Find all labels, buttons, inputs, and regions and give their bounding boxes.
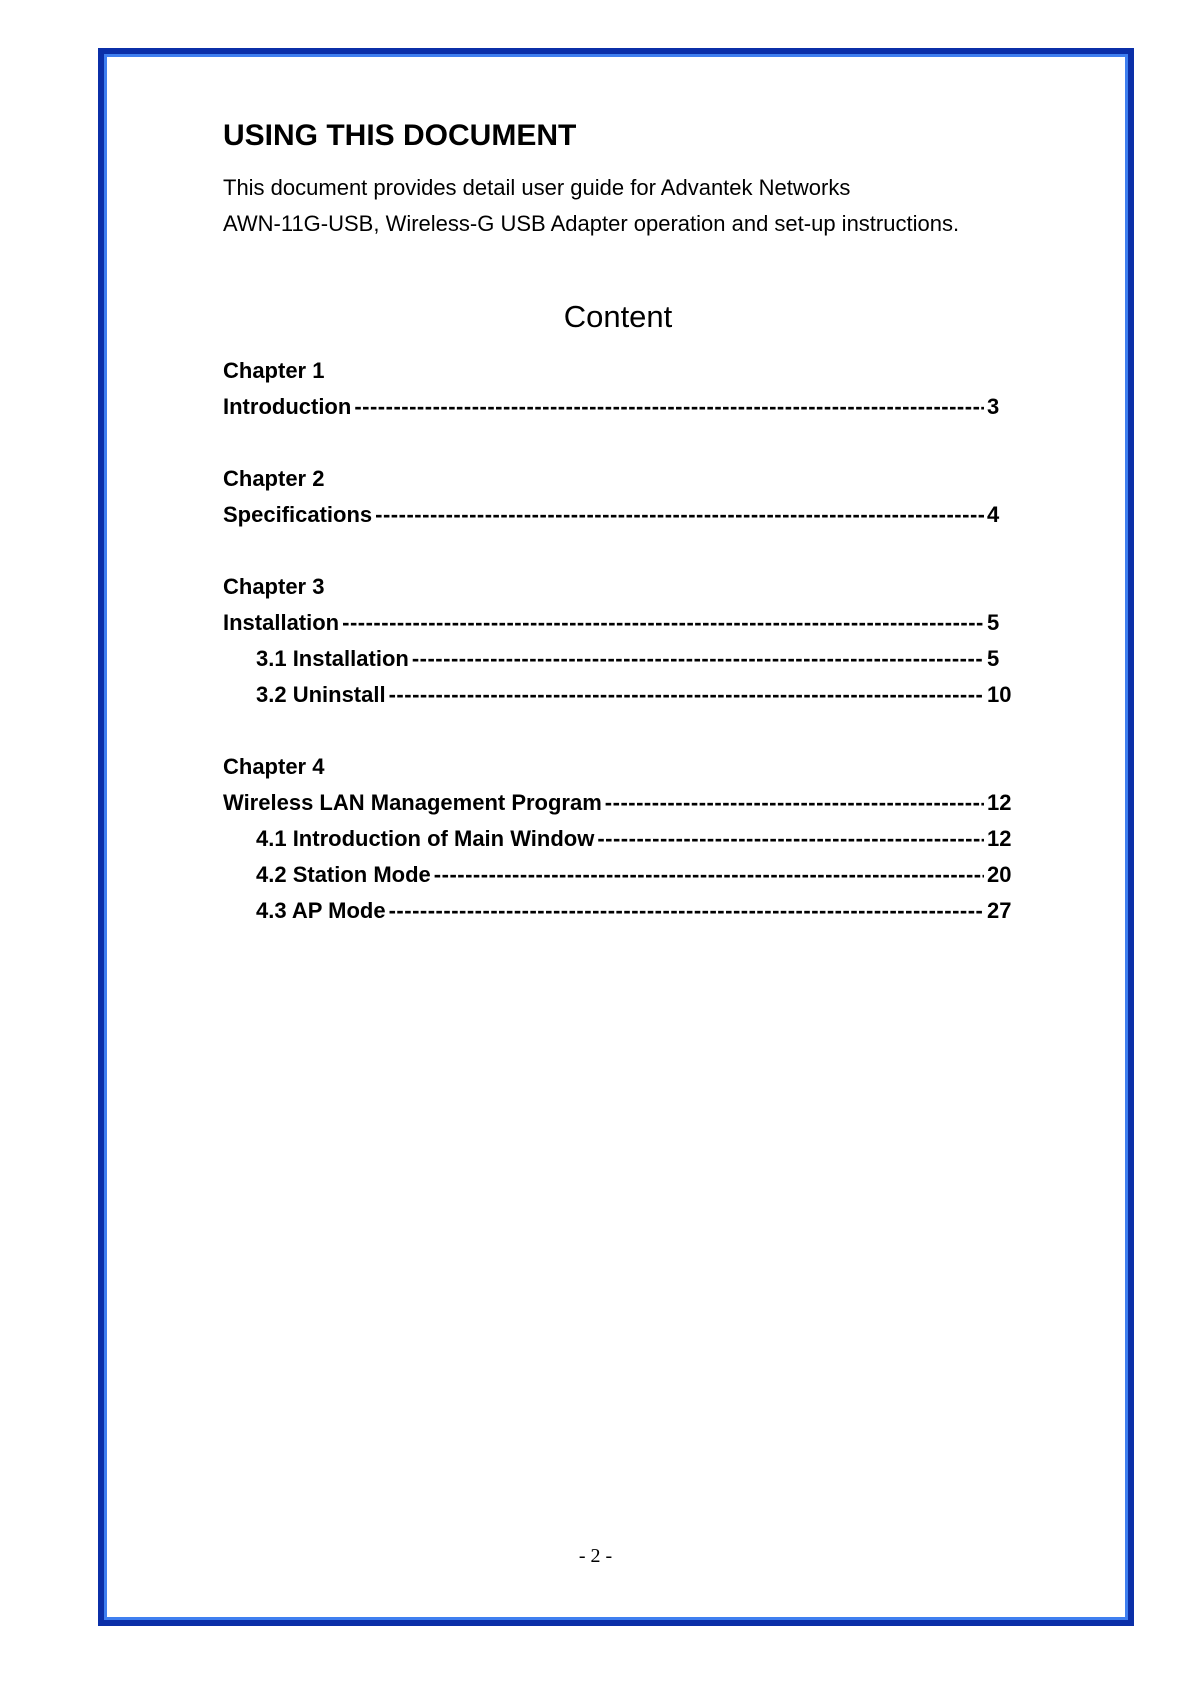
page-number: - 2 - (578, 1545, 613, 1567)
toc-entry[interactable] (223, 785, 1013, 821)
dot-leader (605, 785, 984, 821)
dot-leader (342, 605, 984, 641)
dot-leader (412, 641, 984, 677)
toc-entry-page: 12 (987, 826, 1012, 852)
toc-entry-page: 12 (987, 790, 1012, 816)
dot-leader (389, 677, 984, 713)
toc-subentry[interactable] (223, 821, 1013, 857)
dot-leader (597, 821, 984, 857)
chapter-label: Chapter 4 (223, 754, 325, 780)
toc-entry-page: 20 (987, 862, 1012, 888)
chapter-label: Chapter 1 (223, 358, 325, 384)
intro-line: This document provides detail user guide for Advantek Networks (223, 175, 851, 200)
toc-chapter-4 (223, 749, 1013, 929)
toc-entry-page: 5 (987, 610, 1000, 636)
toc-entry[interactable] (223, 389, 1013, 425)
intro-paragraph (223, 170, 1013, 242)
dot-leader (434, 857, 984, 893)
chapter-label: Chapter 2 (223, 466, 325, 492)
toc-entry-title: 4.3 AP Mode (256, 898, 386, 924)
toc-entry-title: Wireless LAN Management Program (223, 790, 602, 816)
page-content (223, 108, 1013, 965)
toc-subentry[interactable] (223, 893, 1013, 929)
table-of-contents (223, 353, 1013, 929)
toc-entry-page: 3 (987, 394, 1000, 420)
toc-entry-page: 27 (987, 898, 1012, 924)
dot-leader (354, 389, 984, 425)
toc-entry-title: Specifications (223, 502, 373, 528)
toc-subentry[interactable] (223, 857, 1013, 893)
toc-entry-title: 3.2 Uninstall (256, 682, 386, 708)
content-title: Content (563, 299, 673, 334)
toc-entry-page: 5 (987, 646, 1000, 672)
chapter-label: Chapter 3 (223, 574, 325, 600)
dot-leader (375, 497, 984, 533)
intro-line: AWN-11G-USB, Wireless-G USB Adapter operation and set-up instructions. (223, 211, 960, 236)
toc-entry-page: 10 (987, 682, 1012, 708)
toc-chapter-2 (223, 461, 1013, 533)
toc-entry-title: Introduction (223, 394, 352, 420)
toc-entry-page: 4 (987, 502, 1000, 528)
toc-subentry[interactable] (223, 641, 1013, 677)
dot-leader (389, 893, 984, 929)
toc-subentry[interactable] (223, 677, 1013, 713)
document-heading: USING THIS DOCUMENT (223, 119, 577, 152)
toc-entry[interactable] (223, 497, 1013, 533)
toc-chapter-3 (223, 569, 1013, 713)
toc-entry-title: 4.1 Introduction of Main Window (256, 826, 595, 852)
toc-chapter-1 (223, 353, 1013, 425)
toc-entry[interactable] (223, 605, 1013, 641)
toc-entry-title: 3.1 Installation (256, 646, 409, 672)
toc-entry-title: 4.2 Station Mode (256, 862, 431, 888)
toc-entry-title: Installation (223, 610, 340, 636)
